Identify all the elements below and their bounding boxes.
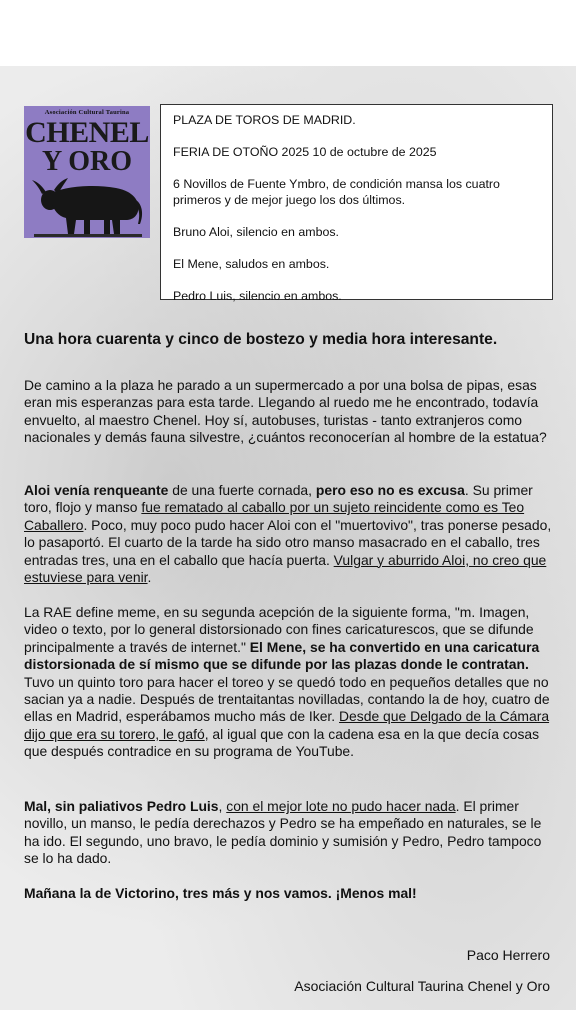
logo-word-1: CHENEL xyxy=(25,116,149,149)
p4-underline-1: con el mejor lote no pudo hacer nada xyxy=(226,798,456,814)
p2-text-1: de una fuerte cornada, xyxy=(168,482,316,498)
p4-bold-1: Mal, sin paliativos Pedro Luis xyxy=(24,798,219,814)
logo xyxy=(24,106,150,238)
p4-text-1: , xyxy=(218,798,227,814)
signature-author: Paco Herrero xyxy=(466,947,550,963)
paragraph-3 xyxy=(24,604,554,761)
p3-text-1: La RAE define meme, en su segunda acepción de la siguiente forma, "m. Imagen, video o texto, por lo general distorsionado con fines caricaturescos, que se difunde principalmente a través de internet." xyxy=(24,604,534,655)
article-headline: Una hora cuarenta y cinco de bostezo y media hora interesante. xyxy=(24,331,498,348)
p5-bold-1: Mañana la de Victorino, tres más y nos vamos. ¡Menos mal! xyxy=(24,885,417,901)
p4-text-2: . El primer novillo, un manso, le pedía derechazos y Pedro se ha empeñado en naturales, se le ha ido. El segundo, uno bravo, le pedía dominio y sumisión y Pedro, Pedro tampoco se lo ha dado. xyxy=(24,798,542,867)
bull-icon xyxy=(24,164,150,238)
p2-underline-2: Vulgar y aburrido Aloi, no creo que estuviese para venir xyxy=(24,551,547,586)
logo-association: Asociación Cultural Taurina xyxy=(44,109,130,116)
info-result-mene: El Mene, saludos en ambos. xyxy=(173,257,330,271)
signature-organization: Asociación Cultural Taurina Chenel y Oro xyxy=(294,978,550,994)
logo-word-2: Y ORO xyxy=(42,146,132,177)
paragraph-1 xyxy=(24,377,554,447)
p3-text-2: Tuvo un quinto toro para hacer el toreo y se quedó todo en pequeños detalles que no sacian ya a nadie. Después de trentaitantas novilladas, contando la de hoy, cuatro de ellas en Madrid, esperábamos mucho más de Iker. xyxy=(24,673,550,725)
info-result-pedro: Pedro Luis, silencio en ambos. xyxy=(173,289,342,303)
paragraph-2 xyxy=(24,482,554,586)
info-venue: PLAZA DE TOROS DE MADRID. xyxy=(173,113,356,127)
p2-text-3: . Poco, muy poco pudo hacer Aloi con el "muertovivo", tras ponerse pesado, lo pasaportó. El cuarto de la tarde ha sido otro manso masacrado en el caballo, tres entradas tres, una en el caballo que hacía puerta. xyxy=(24,516,552,568)
p2-text-2: . Su primer toro, flojo y manso xyxy=(24,482,533,516)
p3-underline-1: Desde que Delgado de la Cámara dijo que era su torero, le gafó xyxy=(24,708,550,742)
paragraph-4 xyxy=(24,798,554,868)
p2-underline-1: fue rematado al caballo por un sujeto reincidente como es Teo Caballero xyxy=(24,499,525,533)
info-cattle: 6 Novillos de Fuente Ymbro, de condición mansa los cuatro primeros y de mejor juego los dos últimos. xyxy=(173,177,500,207)
info-fair-date: FERIA DE OTOÑO 2025 10 de octubre de 2025 xyxy=(173,145,437,159)
event-info-box xyxy=(160,104,553,303)
p2-text-4: . xyxy=(147,569,152,586)
p3-bold-1: El Mene, se ha convertido en una caricatura distorsionada de sí mismo que se difunde por las plazas donde le contratan. xyxy=(24,638,540,673)
paragraph-5 xyxy=(24,885,554,902)
p2-bold-2: pero eso no es excusa xyxy=(315,482,465,498)
p3-text-3: , al igual que con la cadena esa en la que decía cosas que después contradice en su programa de YouTube. xyxy=(24,725,540,760)
p2-bold-1: Aloi venía renqueante xyxy=(24,482,169,498)
info-result-aloi: Bruno Aloi, silencio en ambos. xyxy=(173,225,339,239)
p1-text: De camino a la plaza he parado a un supermercado a por una bolsa de pipas, esas eran mis esperanzas para esta tarde. Llegando al ruedo me he encontrado, todavía envuelto, al maestro Chenel. Hoy sí, autobuses, turistas - tanto extranjeros como nacionales y demás fauna silvestre, ¿cuántos reconocerían al hombre de la estatua? xyxy=(24,377,547,446)
